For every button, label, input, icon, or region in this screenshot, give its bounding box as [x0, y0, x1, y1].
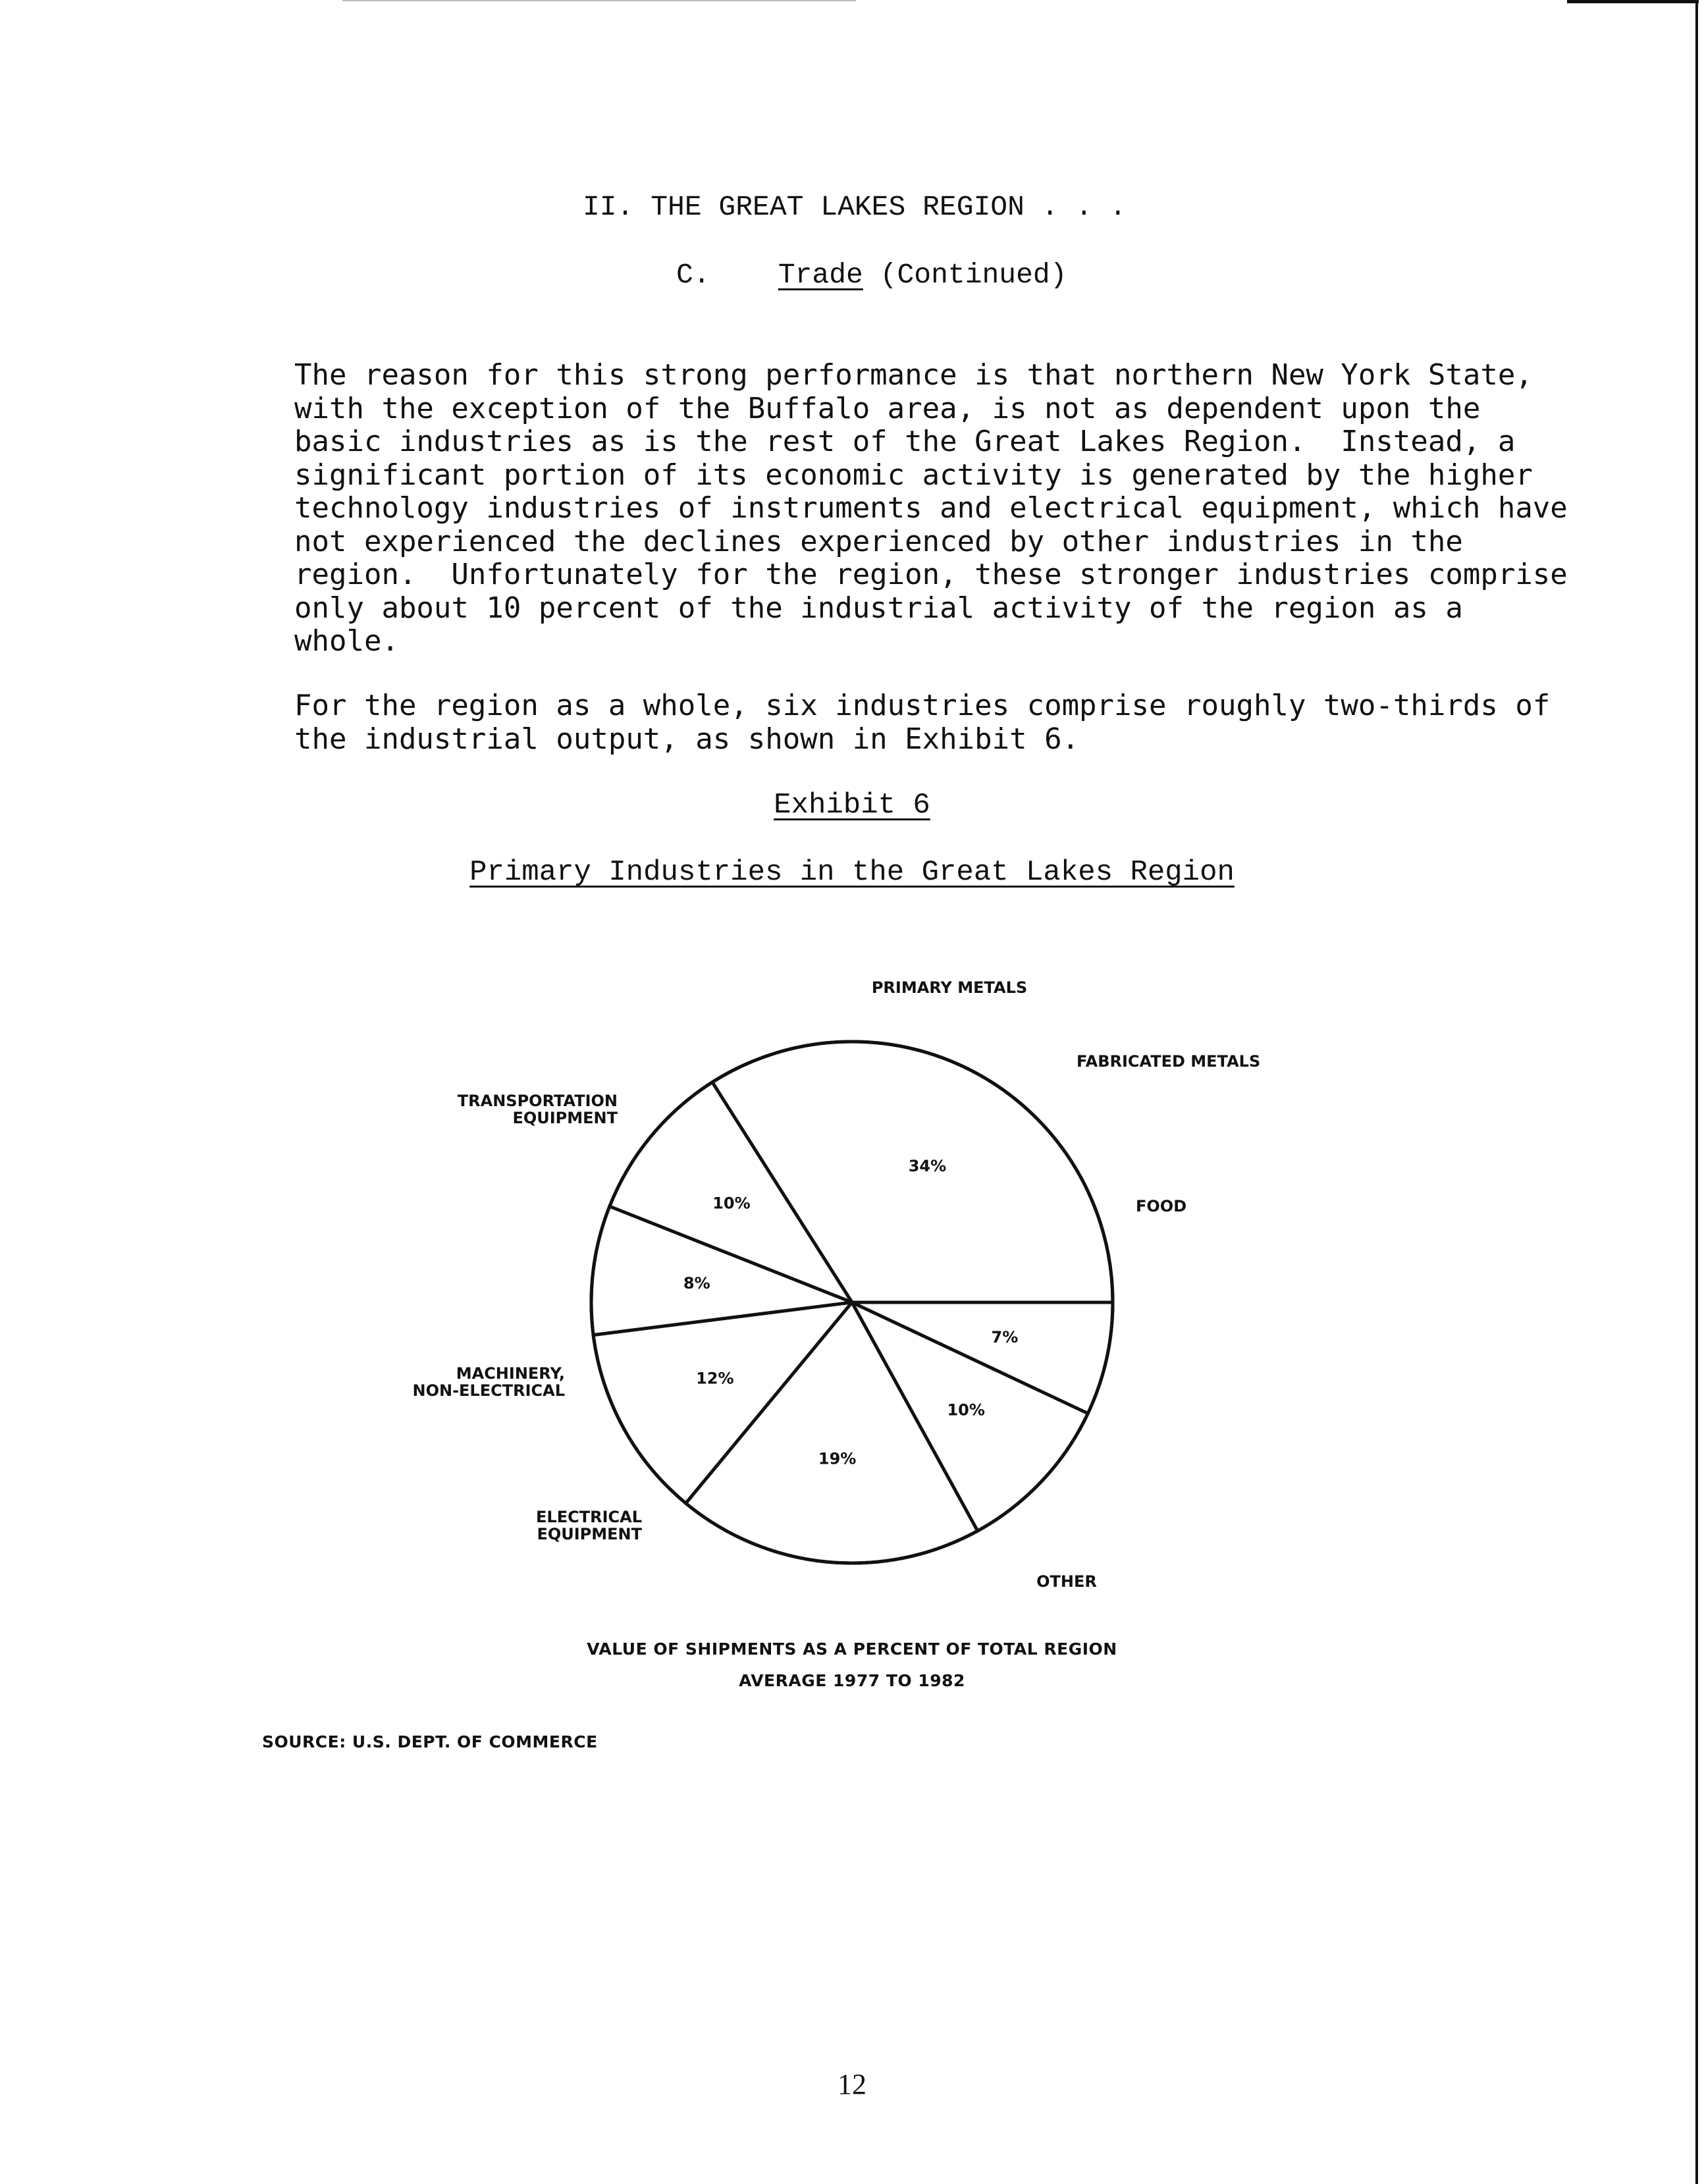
- pie-category-label-1: OTHER: [1036, 1572, 1097, 1591]
- source-note: SOURCE: U.S. DEPT. OF COMMERCE: [262, 1732, 598, 1751]
- section-heading: II. THE GREAT LAKES REGION . . .: [583, 191, 1127, 223]
- page-number: 12: [838, 2068, 866, 2100]
- pie-percent-label-5: 19%: [818, 1449, 857, 1468]
- chart-caption-line2: AVERAGE 1977 TO 1982: [739, 1671, 965, 1690]
- pie-category-label-5: TRANSPORTATION EQUIPMENT: [457, 1092, 618, 1127]
- chart-caption-line1: VALUE OF SHIPMENTS AS A PERCENT OF TOTAL REGION: [587, 1639, 1117, 1659]
- subsection-letter: C.: [676, 259, 710, 291]
- pie-percent-label-6: 10%: [947, 1400, 985, 1420]
- exhibit-title: Primary Industries in the Great Lakes Region: [469, 856, 1235, 889]
- subsection-title: Trade: [778, 259, 863, 291]
- subsection-suffix: (Continued): [880, 259, 1067, 291]
- pie-percent-label-2: 10%: [712, 1194, 751, 1213]
- pie-category-label-3: FABRICATED METALS: [1077, 1052, 1261, 1071]
- pie-slices: [591, 1042, 1113, 1563]
- exhibit-label: Exhibit 6: [774, 789, 930, 822]
- pie-category-label-6: MACHINERY, NON-ELECTRICAL: [412, 1364, 565, 1400]
- pie-percent-label-3: 8%: [683, 1274, 710, 1293]
- pie-percent-label-4: 12%: [696, 1369, 734, 1388]
- pie-percent-label-7: 7%: [991, 1327, 1019, 1346]
- pie-percent-label-1: 34%: [908, 1156, 947, 1175]
- pie-category-label-4: PRIMARY METALS: [871, 978, 1028, 997]
- paragraph-2: For the region as a whole, six industries comprise roughly two-thirds of the industrial output, as shown in Exhibit 6.: [294, 689, 1551, 756]
- paragraph-1: The reason for this strong performance is that northern New York State, with the exception of the Buffalo area, is not as dependent upon the basic industries as is the rest of the Great Lakes Region. Instead, a significant portion of its economic activity is generated by the higher technology industries of instruments and electrical equipment, which have not experienced the declines experienced by other industries in the region. Unfortunately for the region, these stronger industries comprise only about 10 percent of the industrial activity of the region as a whole.: [294, 358, 1568, 658]
- pie-category-label-7: ELECTRICAL EQUIPMENT: [536, 1508, 642, 1543]
- pie-category-label-2: FOOD: [1136, 1197, 1187, 1215]
